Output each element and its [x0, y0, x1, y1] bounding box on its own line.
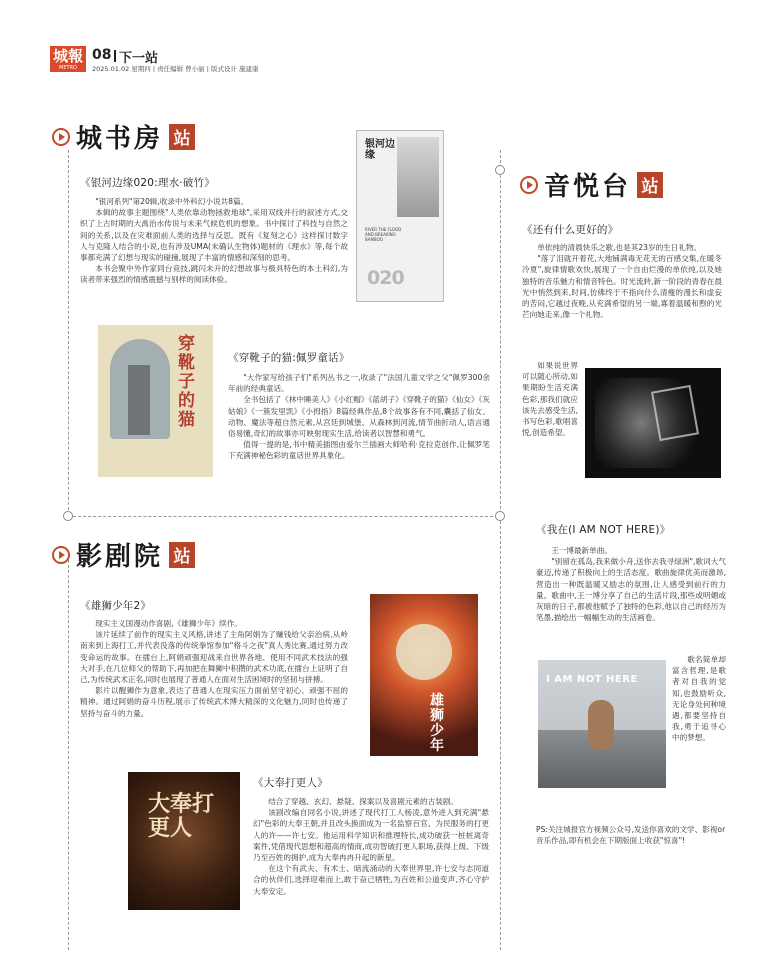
paragraph: 现实主义国漫动作喜剧,《雄狮少年》续作。 [95, 619, 242, 628]
fengda-cover-image [128, 772, 240, 910]
arrow-icon [52, 128, 70, 146]
section-name: 下一站 [119, 51, 159, 66]
section-stamp: 站 [169, 542, 195, 568]
cover-title: 雄狮少年 [430, 693, 444, 754]
nothere-cover-image [538, 660, 666, 788]
section-books-title: 城书房 [76, 124, 164, 154]
cover-decoration [128, 365, 150, 435]
arrow-icon [52, 546, 70, 564]
article-nothere-body-continued [672, 654, 726, 744]
masthead-meta: 2025.01.02 星期四 | 责任编辑 曾小丽 | 版式设计 施建康 [92, 65, 259, 73]
section-film-title: 影剧院 [76, 542, 164, 572]
paragraph: 结合了穿越、玄幻、悬疑、探案以及喜剧元素的古装剧。 [268, 797, 459, 806]
separator [114, 50, 116, 62]
article-cat-title: 《穿靴子的猫:佩罗童话》 [228, 352, 350, 364]
paragraph: 如果说世界可以随心所动,如果期盼生活充满色彩,那我们就应该先去感受生活,书写色彩,歌唱喜悦,创造希望。 [522, 361, 578, 438]
paragraph: "落了泪就开着花,大地铺满毒无花无的百感交集,在暖冬冷夏",旋律情歌欢快,展现了一个自由烂漫的单依纯,以及她独特的音乐魅力和情音特色。时光流转,新一阶段的青春在晨光中悄然到来,时间,仿佛终于不指向什么清瘦的漫长和虚妄的苦闷,它越过夜晚,从充满希望的另一端,寡着温暖和煦的光芒向她走来,像一个礼物。 [522, 254, 722, 320]
article-cat-body [228, 372, 490, 462]
article-lion-body [80, 618, 348, 719]
cover-decoration [396, 624, 452, 680]
node [495, 165, 505, 175]
page-number: 08 [92, 47, 112, 63]
section-stamp: 站 [637, 172, 663, 198]
cover-title: I AM NOT HERE [546, 674, 638, 685]
footer-note: PS:关注城报官方视频公众号,发送你喜欢的文学、影视or音乐作品,即有机会在下期版面上收获"惊喜"! [536, 825, 726, 845]
cover-decoration [651, 385, 699, 441]
section-music-title: 音悦台 [544, 172, 632, 202]
galaxy-cover-image [356, 130, 444, 302]
paragraph: "银河系列"第20辑,收录中外科幻小说共8篇。 [95, 197, 249, 206]
cover-number: 020 [367, 267, 404, 289]
article-fengda-body [253, 796, 489, 897]
article-fengda-title: 《大奉打更人》 [253, 777, 328, 789]
cover-art [397, 137, 439, 217]
cover-decoration [588, 700, 614, 750]
article-galaxy-title: 《银河边缘020:理水·破竹》 [80, 177, 215, 189]
better-cover-image [585, 368, 721, 478]
paragraph: 该剧改编自同名小说,讲述了现代打工人杨凌,意外进入到充满"悬幻"色彩的大奉王朝,并且改头换面成为一名监察百官、为民服务的打更人的许——许七安。他运用科学知识和推理特长,成功破获一桩桩离奇案件,凭借现代思想和超高的情商,成功智破打更人职场,获得上级、下级乃至百姓的拥护,成为大奉冉冉升起的新星。 [253, 808, 489, 863]
divider-middle [68, 516, 498, 517]
section-stamp: 站 [169, 124, 195, 150]
logo-sub: METRO [59, 65, 77, 71]
paragraph: 歌名简单却富含哲理,是歌者对自我的觉知,也鼓励听众,无论身处何种境遇,都要坚持自我,勇于追寻心中的梦想。 [672, 655, 726, 743]
paragraph: 值得一提的是,书中精美插图由爱尔兰插画大师哈利·克拉克创作,让佩罗笔下充满神秘色彩的童话世界具象化。 [228, 440, 490, 461]
divider-left-lower [68, 560, 69, 950]
cover-en: RIVER THE FLOOD AND BREAKING BAMBOO [365, 227, 402, 242]
paragraph: 全书包括了《林中睡美人》《小红帽》《蓝胡子》《穿靴子的猫》《仙女》《灰姑娘》《一簇发里凯》《小拇指》8篇经典作品,8个故事各有不同,囊括了仙女、动物、魔法等超自然元素,从宫廷到城堡、从森林到河流,情节曲折动人,语言通俗易懂,奇幻的故事亦可映射现实生活,给读者以智慧和勇气。 [228, 395, 490, 439]
node [63, 511, 73, 521]
paragraph: 王一博最新单曲。 [551, 546, 612, 555]
article-nothere-body [536, 545, 726, 623]
article-galaxy-body [80, 196, 348, 286]
logo: 城報 [50, 46, 86, 72]
section-film-header [52, 536, 195, 573]
paragraph: 在这个有武夫、有术士、暗流涌动的大奉世界里,许七安与志同道合的伙伴们,选择迎难而上,敢于奋己牺牲,为百姓和公道变声,齐心守护大奉安定。 [253, 864, 489, 896]
cover-title: 穿靴子的猫 [178, 334, 195, 430]
section-books-header [52, 118, 195, 155]
article-nothere-title: 《我在(I AM NOT HERE)》 [536, 524, 671, 536]
paragraph: 该片延续了前作的现实主义风格,讲述了主角阿娟为了赚钱给父亲治病,从岭南来到上海打工,并代表没落的传统拳馆参加"格斗之夜"真人秀比赛,通过努力改变命运的故事。在擂台上,阿娟顽强迎战来自世界各地、使用不同武术技法的强大对手,在几位师父的帮助下,再加把在舞狮中积攒的武术功底,在擂台上证明了自己,为传统武术正名,同时也展现了普通人在面对生活困境时的坚韧与拼搏。 [80, 630, 348, 685]
divider-center [500, 150, 501, 950]
paragraph: 本书会聚中外作家同台竞技,跳闪未升的幻想故事与极具特色的本土科幻,为读者带来强烈的情感震撼与别样的阅读体验。 [80, 264, 348, 285]
lion-cover-image [370, 594, 478, 756]
paragraph: 影片以醒狮作为意象,表达了普通人在现实压力面前坚守初心、顽强不屈的精神。通过阿娟的奋斗历程,展示了传统武术博大精深的文化魅力,同时也传递了坚持与奋斗的力量。 [80, 686, 348, 718]
paragraph: "大作家写给孩子们"系列丛书之一,收录了"法国儿童文学之父"佩罗300余年前的经典童话。 [228, 373, 490, 394]
article-lion-title: 《雄狮少年2》 [80, 600, 152, 612]
section-music-header [520, 166, 663, 203]
cat-cover-image [98, 325, 213, 477]
arrow-icon [520, 176, 538, 194]
paragraph: 单依纯的清晨快乐之歌,也是其23岁的生日礼物。 [537, 243, 702, 252]
article-better-title: 《还有什么更好的》 [522, 224, 619, 236]
masthead [50, 46, 730, 76]
cover-title: 大奉打更人 [148, 791, 215, 841]
cover-title: 银河边缘 [365, 139, 395, 161]
node [495, 511, 505, 521]
article-better-body [522, 242, 722, 320]
paragraph: 本辑的故事主题围绕"人类依靠动物拯救地球",采用双线并行的叙述方式,交织了上古时期的大禹治水传说与未来气候危机的想象。书中探讨了科技与自然之间的关系,以及在灾难面前人类的选择与反思。既有《复刻之心》这样探讨数字人与克隆人结合的小说,也有涉及UMA(未确认生物体)题材的《理水》等,每个故事都充满了幻想与现实的碰撞,展现了丰富的情感和深刻的思考。 [80, 208, 348, 263]
article-better-body-continued [522, 360, 578, 438]
paragraph: "别留在孤岛,我来做小舟,送你去我寻绿洲",歌词大气豪迈,传递了积极向上的生活态度。歌曲旋律优美而激昂,营造出一种既温暖又励志的氛围,让人感受到前行的力量。歌曲中,王一博分享了自己的生活片段,那些或明媚或灰暗的日子,都被他赋予了独特的色彩,他以自己的经历为笔墨,描绘出一幅幅生动的生活画卷。 [536, 557, 726, 623]
divider-left [68, 150, 69, 520]
